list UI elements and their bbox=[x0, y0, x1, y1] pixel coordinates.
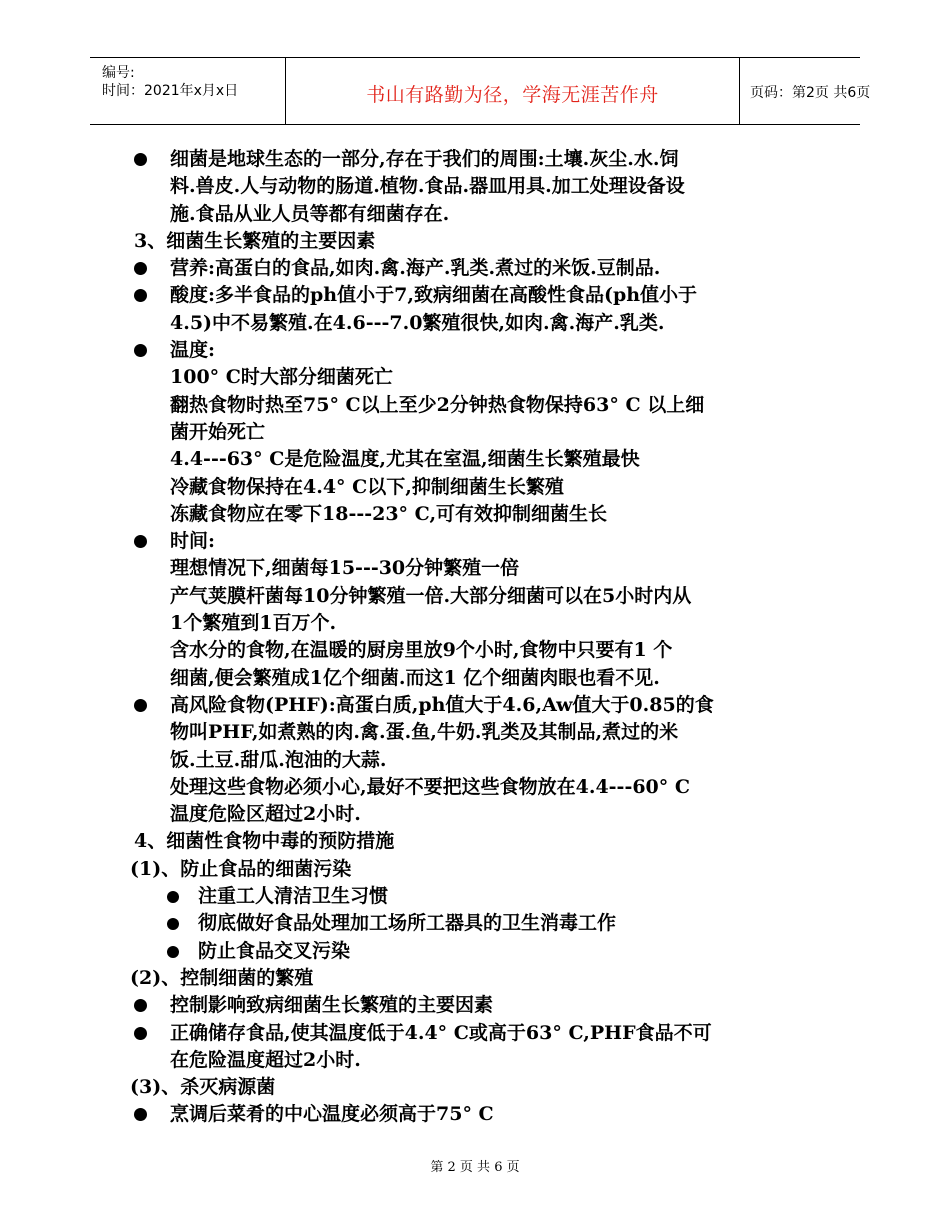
line-text: 正确储存食品,使其温度低于4.4° C或高于63° C,PHF食品不可 bbox=[170, 1021, 712, 1044]
line-text: 彻底做好食品处理加工场所工器具的卫生消毒工作 bbox=[198, 912, 617, 935]
line-text: 4.5)中不易繁殖.在4.6---7.0繁殖很快,如肉.禽.海产.乳类. bbox=[170, 311, 665, 334]
section-heading bbox=[130, 828, 830, 855]
bullet-item bbox=[130, 992, 830, 1019]
bullet-dot-icon bbox=[134, 289, 147, 302]
bullet-dot-icon bbox=[134, 535, 147, 548]
header-page-number: 页码：第2页 共6页 bbox=[750, 85, 871, 101]
line-text: 营养:高蛋白的食品,如肉.禽.海产.乳类.煮过的米饭.豆制品. bbox=[170, 257, 661, 280]
bullet-dot-icon bbox=[134, 344, 147, 357]
bullet-dot-icon bbox=[134, 1108, 147, 1121]
line-text: 高风险食物(PHF):高蛋白质,ph值大于4.6,Aw值大于0.85的食 bbox=[170, 693, 714, 716]
continuation-line bbox=[130, 364, 830, 391]
bullet-item bbox=[130, 255, 830, 282]
line-text: 处理这些食物必须小心,最好不要把这些食物放在4.4---60° C bbox=[170, 775, 691, 798]
continuation-line bbox=[130, 719, 830, 746]
bullet-item bbox=[130, 528, 830, 555]
continuation-line bbox=[130, 774, 830, 801]
bullet-dot-icon bbox=[167, 891, 179, 903]
line-text: 饭.土豆.甜瓜.泡油的大蒜. bbox=[170, 748, 387, 771]
line-text: 时间: bbox=[170, 530, 216, 553]
continuation-line bbox=[130, 173, 830, 200]
document-body bbox=[130, 146, 830, 1129]
line-text: 酸度:多半食品的ph值小于7,致病细菌在高酸性食品(ph值小于 bbox=[170, 284, 698, 307]
continuation-line bbox=[130, 446, 830, 473]
line-text: 防止食品交叉污染 bbox=[198, 939, 351, 962]
line-text: 料.兽皮.人与动物的肠道.植物.食品.器皿用具.加工处理设备设 bbox=[170, 175, 685, 198]
document-time-label: 时间：2021年x月x日 bbox=[102, 83, 239, 99]
continuation-line bbox=[130, 201, 830, 228]
bullet-dot-icon bbox=[134, 262, 147, 275]
subsection-heading bbox=[130, 856, 830, 883]
line-text: 冷藏食物保持在4.4° C以下,抑制细菌生长繁殖 bbox=[170, 475, 564, 498]
page-footer: 第 2 页 共 6 页 bbox=[430, 1160, 520, 1175]
continuation-line bbox=[130, 610, 830, 637]
header-motto: 书山有路勤为径，学海无涯苦作舟 bbox=[366, 84, 659, 106]
line-text: 细菌,便会繁殖成1亿个细菌.而这1 亿个细菌肉眼也看不见. bbox=[170, 666, 660, 689]
line-text: (3)、杀灭病源菌 bbox=[130, 1076, 276, 1099]
line-text: 注重工人清洁卫生习惯 bbox=[198, 885, 389, 908]
header-meta-cell bbox=[90, 58, 286, 124]
line-text: 温度: bbox=[170, 339, 216, 362]
sub-bullet-item bbox=[130, 938, 830, 965]
continuation-line bbox=[130, 501, 830, 528]
line-text: 3、细菌生长繁殖的主要因素 bbox=[134, 229, 376, 252]
sub-bullet-item bbox=[130, 883, 830, 910]
bullet-dot-icon bbox=[134, 1027, 147, 1040]
line-text: (2)、控制细菌的繁殖 bbox=[130, 966, 314, 989]
header-page-cell bbox=[740, 58, 871, 124]
continuation-line bbox=[130, 801, 830, 828]
line-text: 物叫PHF,如煮熟的肉.禽.蛋.鱼,牛奶.乳类及其制品,煮过的米 bbox=[170, 721, 679, 744]
continuation-line bbox=[130, 637, 830, 664]
header-motto-cell bbox=[286, 58, 740, 124]
line-text: 温度危险区超过2小时. bbox=[170, 803, 361, 826]
line-text: 在危险温度超过2小时. bbox=[170, 1048, 361, 1071]
continuation-line bbox=[130, 474, 830, 501]
line-text: 烹调后菜肴的中心温度必须高于75° C bbox=[170, 1103, 494, 1126]
bullet-dot-icon bbox=[167, 918, 179, 930]
bullet-dot-icon bbox=[134, 699, 147, 712]
bullet-item bbox=[130, 692, 830, 719]
bullet-item bbox=[130, 146, 830, 173]
continuation-line bbox=[130, 310, 830, 337]
continuation-line bbox=[130, 747, 830, 774]
continuation-line bbox=[130, 665, 830, 692]
line-text: 产气荚膜杆菌每10分钟繁殖一倍.大部分细菌可以在5小时内从 bbox=[170, 584, 692, 607]
bullet-item bbox=[130, 337, 830, 364]
bullet-dot-icon bbox=[134, 153, 147, 166]
line-text: 菌开始死亡 bbox=[170, 420, 266, 443]
subsection-heading bbox=[130, 965, 830, 992]
continuation-line bbox=[130, 583, 830, 610]
line-text: 细菌是地球生态的一部分,存在于我们的周围:土壤.灰尘.水.饲 bbox=[170, 148, 679, 170]
line-text: 含水分的食物,在温暖的厨房里放9个小时,食物中只要有1 个 bbox=[170, 639, 673, 662]
line-text: 4、细菌性食物中毒的预防措施 bbox=[134, 830, 395, 853]
line-text: 控制影响致病细菌生长繁殖的主要因素 bbox=[170, 994, 494, 1017]
section-heading bbox=[130, 228, 830, 255]
line-text: 1个繁殖到1百万个. bbox=[170, 612, 337, 635]
continuation-line bbox=[130, 392, 830, 419]
continuation-line bbox=[130, 419, 830, 446]
continuation-line bbox=[130, 1047, 830, 1074]
subsection-heading bbox=[130, 1074, 830, 1101]
bullet-item bbox=[130, 1020, 830, 1047]
line-text: 施.食品从业人员等都有细菌存在. bbox=[170, 202, 450, 225]
line-text: 冻藏食物应在零下18---23° C,可有效抑制细菌生长 bbox=[170, 502, 608, 525]
line-text: 理想情况下,细菌每15---30分钟繁殖一倍 bbox=[170, 557, 520, 580]
line-text: (1)、防止食品的细菌污染 bbox=[130, 857, 352, 880]
line-text: 100° C时大部分细菌死亡 bbox=[170, 366, 393, 389]
sub-bullet-item bbox=[130, 910, 830, 937]
continuation-line bbox=[130, 555, 830, 582]
document-number-label: 编号: bbox=[102, 65, 135, 81]
bullet-item bbox=[130, 282, 830, 309]
line-text: 翻热食物时热至75° C以上至少2分钟热食物保持63° C 以上细 bbox=[170, 393, 705, 416]
bullet-item bbox=[130, 1101, 830, 1128]
page-header bbox=[90, 57, 871, 125]
bullet-dot-icon bbox=[134, 999, 147, 1012]
line-text: 4.4---63° C是危险温度,尤其在室温,细菌生长繁殖最快 bbox=[170, 448, 640, 471]
bullet-dot-icon bbox=[167, 946, 179, 958]
